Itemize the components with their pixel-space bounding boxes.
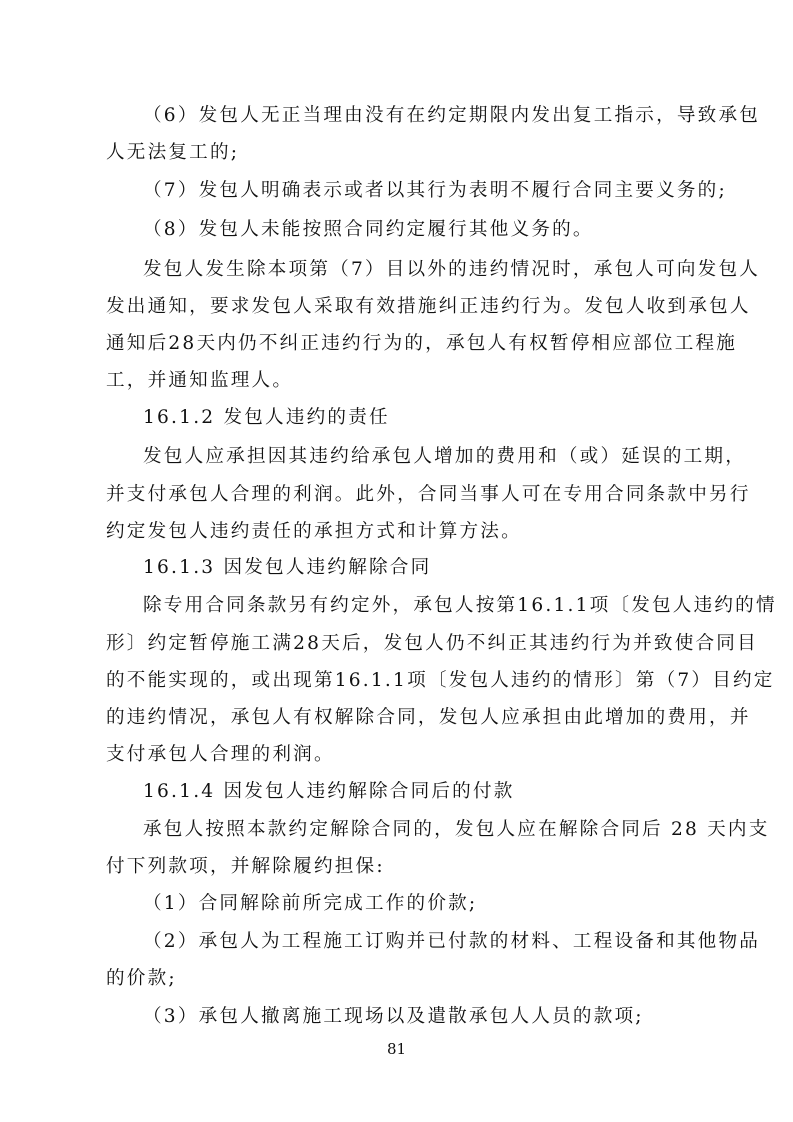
text-line: 除专用合同条款另有约定外，承包人按第16.1.1项〔发包人违约的情 [143,595,777,616]
text-line: 承包人按照本款约定解除合同的，发包人应在解除合同后 28 天内支 [143,819,770,840]
text-line: （3）承包人撤离施工现场以及遣散承包人人员的款项; [143,1006,644,1027]
text-line: 人无法复工的; [106,142,240,163]
text-line: 工，并通知监理人。 [106,370,294,391]
text-line: 的价款; [106,968,177,989]
text-line: 付下列款项，并解除履约担保: [106,856,385,877]
text-line: 支付承包人合理的利润。 [106,744,335,765]
page-number: 81 [386,1040,407,1058]
text-line: 约定发包人违约责任的承担方式和计算方法。 [106,521,522,542]
text-line: （8）发包人未能按照合同约定履行其他义务的。 [143,219,594,240]
text-line: 通知后28天内仍不纠正违约行为的，承包人有权暂停相应部位工程施 [106,333,738,354]
text-line: 发包人发生除本项第（7）目以外的违约情况时，承包人可向发包人 [143,259,761,280]
text-line: （7）发包人明确表示或者以其行为表明不履行合同主要义务的; [143,180,727,201]
text-line: （2）承包人为工程施工订购并已付款的材料、工程设备和其他物品 [143,931,761,952]
text-line: （1）合同解除前所完成工作的价款; [143,893,478,914]
text-line: 发出通知，要求发包人采取有效措施纠正违约行为。发包人收到承包人 [106,296,751,317]
text-line: 形〕约定暂停施工满28天后，发包人仍不纠正其违约行为并致使合同目 [106,633,758,654]
section-heading: 16.1.2 发包人违约的责任 [143,407,390,428]
section-heading: 16.1.3 因发包人违约解除合同 [143,557,432,578]
text-line: 发包人应承担因其违约给承包人增加的费用和（或）延误的工期， [143,446,747,467]
text-line: 的不能实现的，或出现第16.1.1项〔发包人违约的情形〕第（7）目约定 [106,670,775,691]
section-heading: 16.1.4 因发包人违约解除合同后的付款 [143,781,515,802]
text-line: 并支付承包人合理的利润。此外，合同当事人可在专用合同条款中另行 [106,484,751,505]
text-line: （6）发包人无正当理由没有在约定期限内发出复工指示，导致承包 [143,105,761,126]
text-line: 的违约情况，承包人有权解除合同，发包人应承担由此增加的费用，并 [106,707,751,728]
